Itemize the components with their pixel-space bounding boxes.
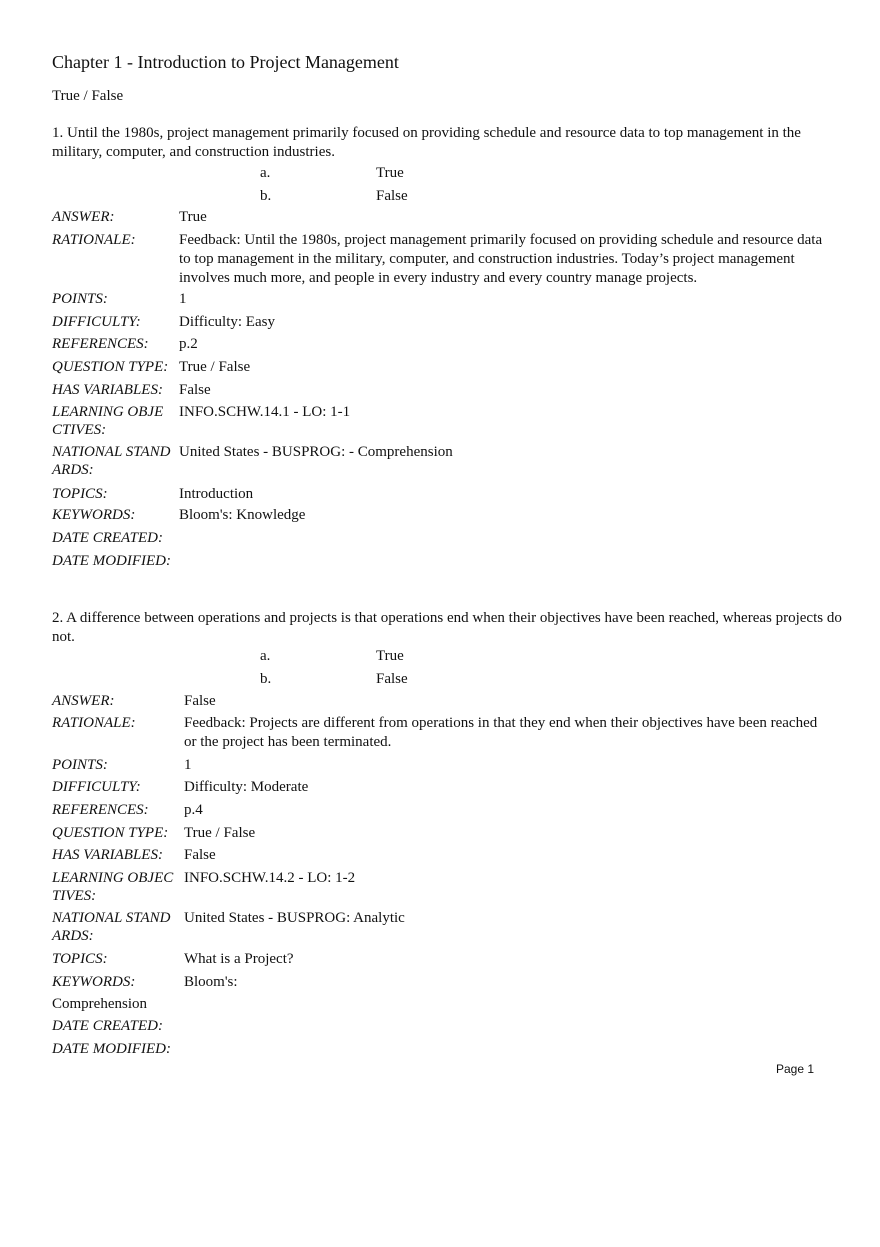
q1-topics: Introduction — [179, 486, 254, 502]
q1-rationale: Feedback: Until the 1980s, project management primarily focused on providing schedule and resource data to top management in the military, computer, and construction industries. Today’s project management involves much more, and people in every industry and every country manage projects. — [179, 232, 823, 286]
q2-question-type-label: QUESTION TYPE: — [52, 825, 169, 841]
q2-national-standards: United States - BUSPROG: Analytic — [184, 910, 405, 926]
question-1-stem: 1. Until the 1980s, project management primarily focused on providing schedule and resource data to top management in the military, computer, and construction industries. — [52, 125, 801, 160]
q1-points: 1 — [179, 291, 187, 307]
q2-option-b-text: False — [376, 671, 408, 687]
chapter-title: Chapter 1 - Introduction to Project Management — [52, 52, 399, 72]
q2-has-variables: False — [184, 847, 216, 863]
q1-learning-objectives: INFO.SCHW.14.1 - LO: 1-1 — [179, 404, 351, 420]
q2-references: p.4 — [184, 802, 203, 818]
q1-has-variables: False — [179, 382, 211, 398]
q1-date-created-label: DATE CREATED: — [52, 530, 163, 546]
q2-learning-objectives-label-cont: TIVES: — [52, 888, 97, 904]
q2-difficulty-label: DIFFICULTY: — [52, 779, 141, 795]
q1-national-standards: United States - BUSPROG: - Comprehension — [179, 444, 453, 460]
page-number: Page 1 — [776, 1062, 815, 1076]
q1-national-standards-label-cont: ARDS: — [52, 462, 94, 478]
q1-difficulty: Difficulty: Easy — [179, 314, 275, 330]
q2-national-standards-label-cont: ARDS: — [52, 928, 94, 944]
q2-learning-objectives: INFO.SCHW.14.2 - LO: 1-2 — [184, 870, 356, 886]
q2-answer-label: ANSWER: — [52, 693, 115, 709]
q2-points: 1 — [184, 757, 192, 773]
q1-question-type-label: QUESTION TYPE: — [52, 359, 169, 375]
q2-learning-objectives-label: LEARNING OBJEC — [52, 870, 174, 886]
q2-date-modified-label: DATE MODIFIED: — [52, 1041, 171, 1057]
q1-question-type: True / False — [179, 359, 251, 375]
q2-keywords-label: KEYWORDS: — [52, 974, 136, 990]
q2-date-created-label: DATE CREATED: — [52, 1018, 163, 1034]
q1-keywords: Bloom's: Knowledge — [179, 507, 306, 523]
q2-rationale-label: RATIONALE: — [52, 715, 136, 731]
q1-points-label: POINTS: — [52, 291, 108, 307]
q1-option-a-letter: a. — [260, 165, 271, 181]
q2-national-standards-label: NATIONAL STAND — [52, 910, 171, 926]
q1-learning-objectives-label: LEARNING OBJE — [52, 404, 164, 420]
q2-points-label: POINTS: — [52, 757, 108, 773]
q2-difficulty: Difficulty: Moderate — [184, 779, 309, 795]
q1-references: p.2 — [179, 336, 198, 352]
q2-has-variables-label: HAS VARIABLES: — [52, 847, 163, 863]
section-type: True / False — [52, 88, 124, 104]
q1-option-b-text: False — [376, 188, 408, 204]
q1-learning-objectives-label-cont: CTIVES: — [52, 422, 107, 438]
q1-national-standards-label: NATIONAL STAND — [52, 444, 171, 460]
question-2-stem: 2. A difference between operations and projects is that operations end when their objectives have been reached, whereas projects do not. — [52, 610, 842, 645]
q2-keywords-cont: Comprehension — [52, 996, 147, 1012]
q1-rationale-label: RATIONALE: — [52, 232, 136, 248]
q1-date-modified-label: DATE MODIFIED: — [52, 553, 171, 569]
q2-keywords: Bloom's: — [184, 974, 238, 990]
q1-answer-label: ANSWER: — [52, 209, 115, 225]
q1-keywords-label: KEYWORDS: — [52, 507, 136, 523]
q1-answer: True — [179, 209, 207, 225]
q2-references-label: REFERENCES: — [52, 802, 149, 818]
q1-option-a-text: True — [376, 165, 404, 181]
q1-topics-label: TOPICS: — [52, 486, 108, 502]
q2-rationale: Feedback: Projects are different from operations in that they end when their objectives have been reached or the project has been terminated. — [184, 715, 818, 750]
q2-question-type: True / False — [184, 825, 256, 841]
q2-option-a-text: True — [376, 648, 404, 664]
q1-references-label: REFERENCES: — [52, 336, 149, 352]
q2-option-a-letter: a. — [260, 648, 271, 664]
q1-difficulty-label: DIFFICULTY: — [52, 314, 141, 330]
q2-option-b-letter: b. — [260, 671, 272, 687]
q1-has-variables-label: HAS VARIABLES: — [52, 382, 163, 398]
q2-topics-label: TOPICS: — [52, 951, 108, 967]
q1-option-b-letter: b. — [260, 188, 272, 204]
q2-answer: False — [184, 693, 216, 709]
q2-topics: What is a Project? — [184, 951, 294, 967]
